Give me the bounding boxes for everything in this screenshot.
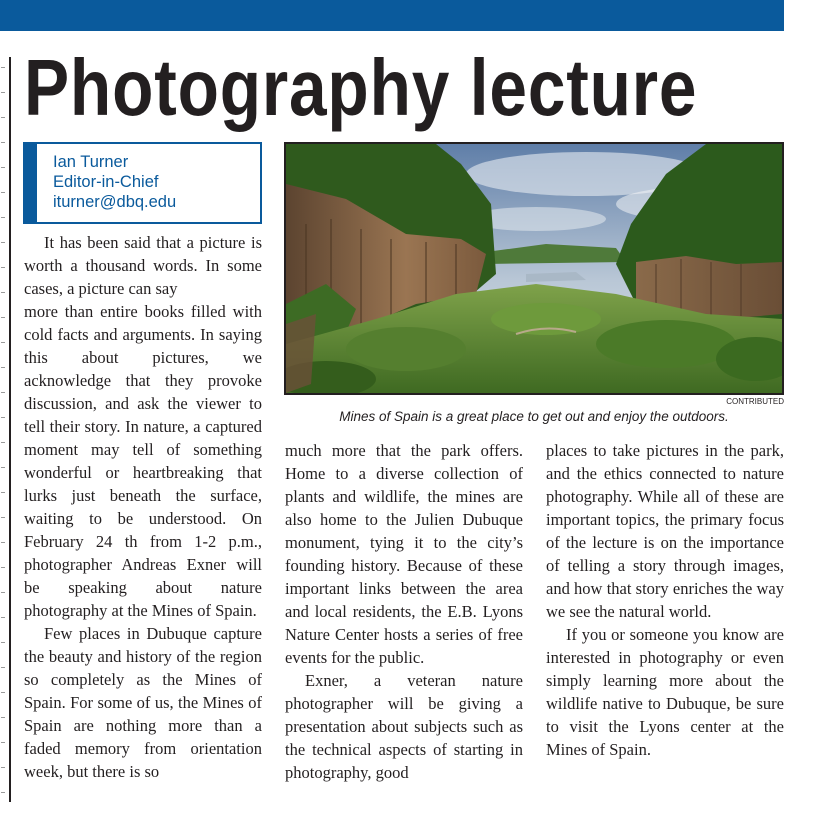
gutter-tick xyxy=(1,567,5,568)
byline-box xyxy=(23,142,262,224)
byline-title: Editor-in-Chief xyxy=(53,173,159,191)
gutter-tick xyxy=(1,142,5,143)
gutter-tick xyxy=(1,117,5,118)
gutter-tick xyxy=(1,67,5,68)
gutter-tick xyxy=(1,242,5,243)
gutter-tick xyxy=(1,442,5,443)
headline: Photography lecture xyxy=(24,43,698,132)
top-color-bar xyxy=(0,0,784,31)
gutter-tick xyxy=(1,542,5,543)
byline-email: iturner@dbq.edu xyxy=(53,193,177,211)
byline-name: Ian Turner xyxy=(53,153,129,171)
paragraph: If you or someone you know are interested in photography or even simply learning more about the wildlife native to Dubuque, be sure to visit the Lyons center at the Mines of Spain. xyxy=(546,625,784,759)
paragraph: places to take pictures in the park, and the ethics connected to nature photography. While all of these are important topics, the primary focus of the lecture is on the importance of telling a story through images, and how that story enriches the way we see the natural world. xyxy=(546,441,784,621)
photo-caption: Mines of Spain is a great place to get out and enjoy the outdoors. xyxy=(339,409,729,424)
gutter-tick xyxy=(1,717,5,718)
gutter-tick xyxy=(1,592,5,593)
gutter-tick xyxy=(1,742,5,743)
gutter-tick xyxy=(1,467,5,468)
gutter-tick xyxy=(1,617,5,618)
paragraph: Exner, a veteran nature photographer will be giving a presentation about subjects such as the technical aspects of starting in photography, good xyxy=(285,671,523,782)
gutter-tick xyxy=(1,317,5,318)
gutter-tick-marks xyxy=(0,57,6,802)
paragraph: It has been said that a picture is worth a thousand words. In some cases, a picture can say xyxy=(24,233,262,298)
photo-credit: CONTRIBUTED xyxy=(726,397,784,406)
gutter-tick xyxy=(1,767,5,768)
column-rule xyxy=(9,57,11,802)
paragraph: much more that the park offers. Home to a diverse collection of plants and wildlife, the mines are also home to the Julien Dubuque monument, tying it to the city’s founding history. Because of these important links between the area and local residents, the E.B. Lyons Nature Center hosts a series of free events for the public. xyxy=(285,441,523,667)
article-column-1 xyxy=(24,231,262,783)
gutter-tick xyxy=(1,692,5,693)
paragraph: Few places in Dubuque capture the beauty and history of the region so completely as the Mines of Spain. For some of us, the Mines of Spain are nothing more than a faded memory from orientation week, but there is so xyxy=(24,624,262,781)
gutter-tick xyxy=(1,392,5,393)
gutter-tick xyxy=(1,642,5,643)
gutter-tick xyxy=(1,167,5,168)
gutter-tick xyxy=(1,267,5,268)
photo-illustration xyxy=(286,144,782,393)
gutter-tick xyxy=(1,417,5,418)
gutter-tick xyxy=(1,342,5,343)
gutter-tick xyxy=(1,492,5,493)
gutter-tick xyxy=(1,292,5,293)
gutter-tick xyxy=(1,192,5,193)
article-column-3 xyxy=(546,439,784,761)
gutter-tick xyxy=(1,517,5,518)
paragraph: more than entire books filled with cold facts and arguments. In saying this about pictures, we acknowledge that they provoke discussion, and ask the viewer to tell their story. In nature, a captured moment may tell of something wonderful or heartbreaking that lurks just beneath the surface, waiting to be understood. On February 24 th from 1-2 p.m., photographer Andreas Exner will be speaking about nature photography at the Mines of Spain. xyxy=(24,302,262,620)
gutter-tick xyxy=(1,367,5,368)
gutter-tick xyxy=(1,792,5,793)
canyon-landscape-photo xyxy=(284,142,784,395)
gutter-tick xyxy=(1,667,5,668)
article-column-2 xyxy=(285,439,523,784)
gutter-tick xyxy=(1,92,5,93)
gutter-tick xyxy=(1,217,5,218)
